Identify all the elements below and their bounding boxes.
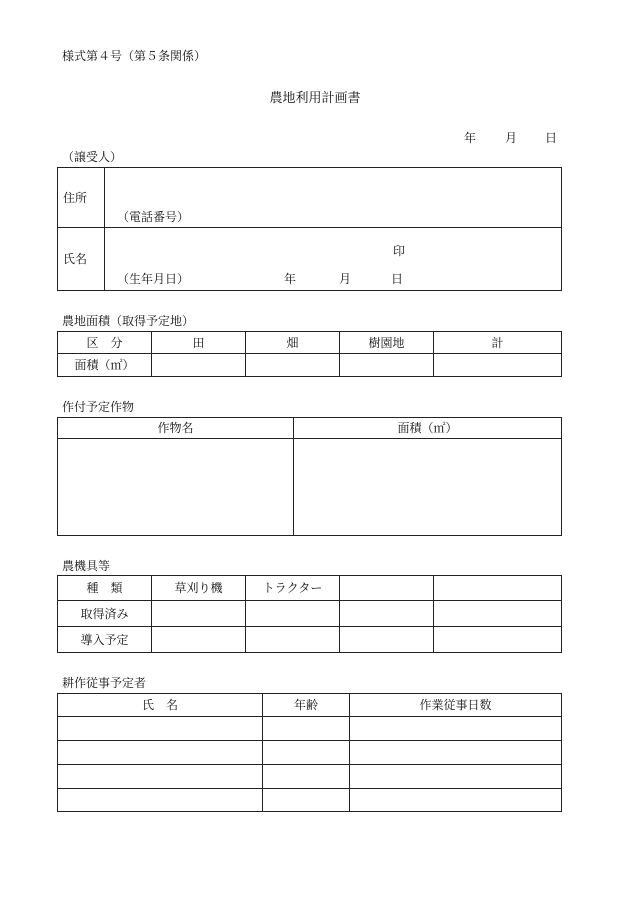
machinery-section-label: 農機具等 [62,559,111,573]
workers-header-name: 氏 名 [58,694,263,717]
machinery-acquired-cell[interactable] [152,601,246,627]
farmland-area-section-label: 農地面積（取得予定地） [62,314,195,328]
workers-header-days: 作業従事日数 [350,694,562,717]
transferee-table [57,167,562,291]
birth-year-label: 年 [284,272,297,286]
workers-table [57,693,562,812]
farmland-header-paddy: 田 [152,332,246,354]
address-value-cell[interactable] [105,168,562,228]
worker-days-cell[interactable] [350,717,562,741]
birth-day-label: 日 [391,272,404,286]
workers-header-age: 年齢 [263,694,350,717]
farmland-header-total: 計 [434,332,562,354]
machinery-planned-cell[interactable] [434,627,562,653]
page-title: 農地利用計画書 [269,91,361,106]
farmland-area-orchard-cell[interactable] [340,354,434,377]
farmland-header-field: 畑 [246,332,340,354]
date-month-label: 月 [505,131,518,145]
crops-area-cell[interactable] [294,439,562,536]
farmland-area-field-cell[interactable] [246,354,340,377]
seal-label: 印 [393,244,406,258]
machinery-row-acquired-label: 取得済み [58,601,152,627]
name-label: 氏名 [63,252,88,266]
worker-age-cell[interactable] [263,717,350,741]
farmland-header-category: 区 分 [58,332,152,354]
birthdate-label: （生年月日） [117,272,190,286]
crops-header-area: 面積（㎡） [294,418,562,439]
farmland-header-orchard: 樹園地 [340,332,434,354]
form-number: 様式第４号（第５条関係） [62,49,207,63]
machinery-table [57,575,562,653]
farmland-area-row-label: 面積（㎡） [58,354,152,377]
machinery-header-blank-2[interactable] [434,576,562,601]
worker-days-cell[interactable] [350,789,562,812]
machinery-acquired-cell[interactable] [434,601,562,627]
machinery-header-type: 種 類 [58,576,152,601]
worker-age-cell[interactable] [263,789,350,812]
worker-age-cell[interactable] [263,765,350,789]
crops-header-name: 作物名 [58,418,294,439]
birth-month-label: 月 [339,272,352,286]
transferee-section-label: （譲受人） [62,150,123,164]
worker-name-cell[interactable] [58,741,263,765]
worker-name-cell[interactable] [58,717,263,741]
crops-name-cell[interactable] [58,439,294,536]
date-year-label: 年 [464,131,477,145]
machinery-header-blank-1[interactable] [340,576,434,601]
machinery-row-planned-label: 導入予定 [58,627,152,653]
name-value-cell[interactable] [105,228,562,291]
worker-days-cell[interactable] [350,741,562,765]
address-label: 住所 [63,191,88,205]
machinery-acquired-cell[interactable] [246,601,340,627]
worker-days-cell[interactable] [350,765,562,789]
machinery-planned-cell[interactable] [340,627,434,653]
date-day-label: 日 [545,131,558,145]
worker-name-cell[interactable] [58,789,263,812]
farmland-area-total-cell[interactable] [434,354,562,377]
phone-label: （電話番号） [117,210,190,224]
workers-section-label: 耕作従事予定者 [62,676,147,690]
crops-table [57,417,562,536]
machinery-planned-cell[interactable] [152,627,246,653]
machinery-header-tractor: トラクター [246,576,340,601]
farmland-area-paddy-cell[interactable] [152,354,246,377]
name-label-cell [58,228,105,291]
farmland-area-table [57,331,562,377]
crops-section-label: 作付予定作物 [62,400,135,414]
address-label-cell [58,168,105,228]
worker-age-cell[interactable] [263,741,350,765]
machinery-header-mower: 草刈り機 [152,576,246,601]
machinery-acquired-cell[interactable] [340,601,434,627]
worker-name-cell[interactable] [58,765,263,789]
machinery-planned-cell[interactable] [246,627,340,653]
